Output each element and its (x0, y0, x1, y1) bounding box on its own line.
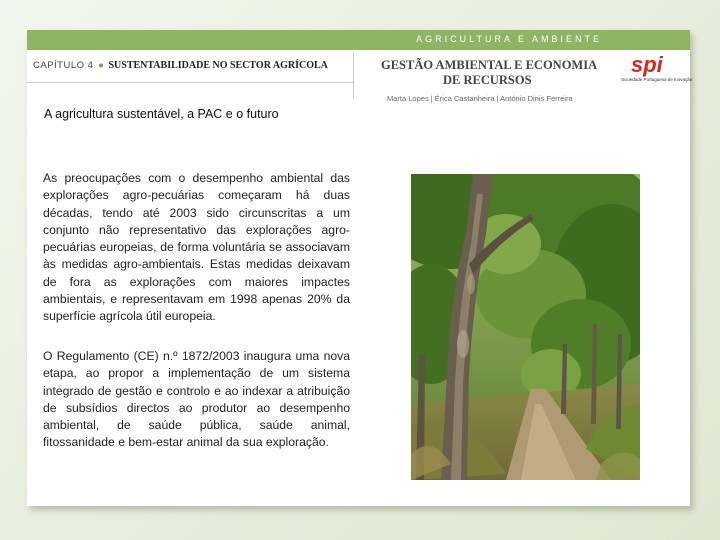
book-title (381, 58, 621, 88)
chapter-separator-dot: ● (98, 60, 104, 71)
book-title-line2: DE RECURSOS (443, 73, 532, 87)
spi-logo (621, 52, 693, 82)
section-heading: A agricultura sustentável, a PAC e o futuro (44, 107, 279, 121)
chapter-title: SUSTENTABILIDADE NO SECTOR AGRÍCOLA (108, 60, 328, 71)
slide (27, 30, 693, 506)
band-title: AGRICULTURA E AMBIENTE (416, 34, 602, 44)
chapter-number: CAPÍTULO 4 (33, 60, 94, 71)
forest-path-photo (411, 174, 640, 480)
chapter-label (33, 60, 328, 71)
authors: Marta Lopes | Érica Castanheira | António Dinis Ferreira (387, 94, 573, 103)
header-divider-horizontal (27, 82, 353, 83)
paragraph-1: As preocupações com o desempenho ambiental das explorações agro-pecuárias começaram há duas décadas, tendo até 2003 sido circunscritas a um conjunto não representativo das explorações agro-pecuárias europeias, de forma voluntária se associavam às medidas agro-ambientais. Estas medidas deixavam de fora as explorações com maiores impactes ambientais, e representavam em 1998 apenas 20% da superfície agrícola útil europeia. (43, 171, 350, 324)
logo-subtitle: Sociedade Portuguesa de Inovação (621, 77, 693, 82)
book-title-line1: GESTÃO AMBIENTAL E ECONOMIA (381, 58, 598, 72)
paragraph-2: O Regulamento (CE) n.º 1872/2003 inaugura uma nova etapa, ao propor a implementação de um sistema integrado de gestão e controlo e ao indexar a atribuição de subsídios directos ao produtor ao desempenho ambiental, de saúde pública, saúde animal, fitossanidade e bem-estar animal da sua exploração. (43, 349, 350, 450)
header-divider-vertical (353, 52, 354, 98)
logo-mark: spi (631, 52, 663, 77)
header-band (27, 30, 690, 50)
